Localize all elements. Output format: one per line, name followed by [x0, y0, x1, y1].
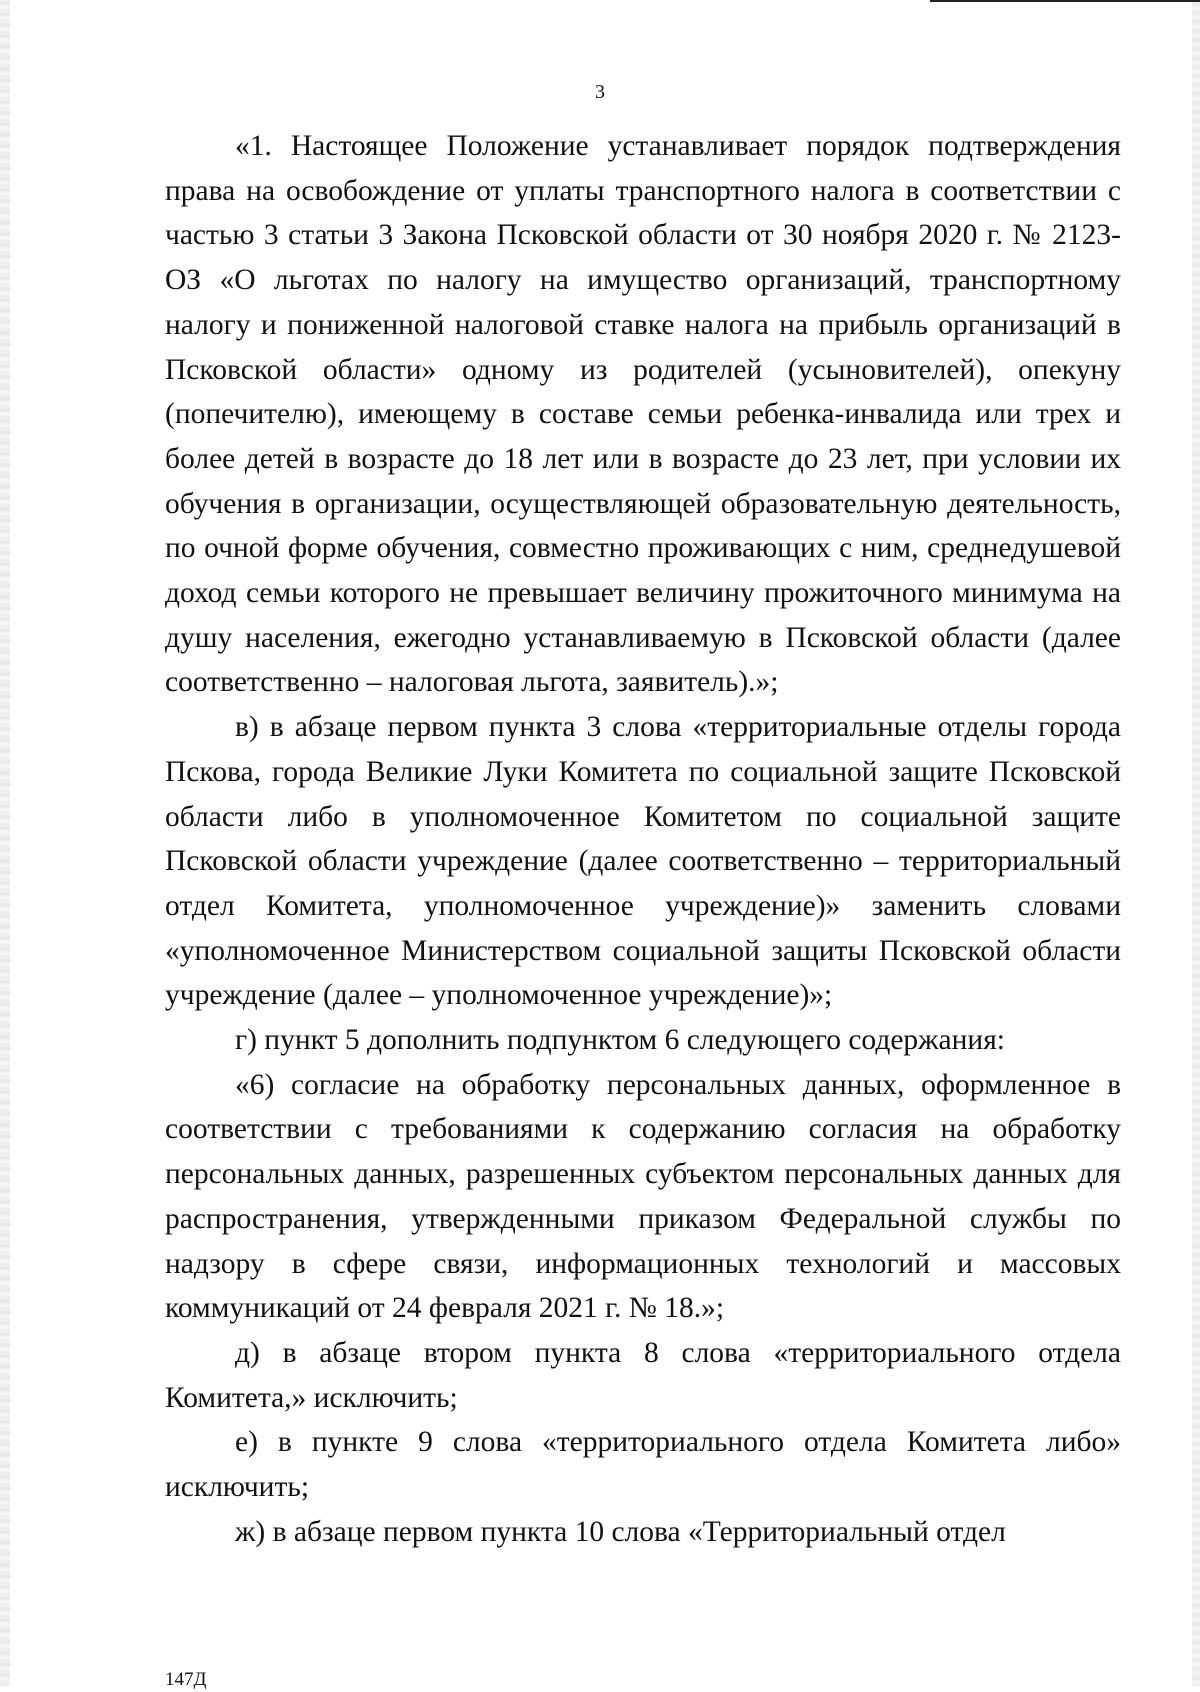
scan-right-edge [1192, 0, 1200, 1686]
footer-document-code: 147Д [165, 1669, 207, 1690]
page-number: 3 [595, 81, 605, 103]
paragraph-definition: «1. Настоящее Положение устанавливает порядок подтверждения права на освобождение от уплаты транспортного налога в соответствии с частью 3 статьи 3 Закона Псковской области от 30 ноября 2020 г. № 2123-ОЗ «О льготах по налогу на имущество организаций, транспортному налогу и пониженной налоговой ставке налога на прибыль организаций в Псковской области» одному из родителей (усыновителей), опекуну (попечителю), имеющему в составе семьи ребенка-инвалида или трех и более детей в возрасте до 18 лет или в возрасте до 23 лет, при условии их обучения в организации, осуществляющей образовательную деятельность, по очной форме обучения, совместно проживающих с ним, среднедушевой доход семьи которого не превышает величину прожиточного минимума на душу населения, ежегодно устанавливаемую в Псковской области (далее соответственно – налоговая льгота, заявитель).»; [165, 130, 1121, 699]
paragraph-item-zh: ж) в абзаце первом пункта 10 слова «Территориальный отдел [235, 1515, 1006, 1548]
paragraph-item-v: в) в абзаце первом пункта 3 слова «территориальные отделы города Пскова, города Великие Луки Комитета по социальной защите Псковской области либо в уполномоченное Комитетом по социальной защите Псковской области учреждение (далее соответственно – территориальный отдел Комитета, уполномоченное учреждение)» заменить словами «уполномоченное Министерством социальной защиты Псковской области учреждение (далее – уполномоченное учреждение)»; [165, 711, 1121, 1012]
document-body [165, 124, 1121, 1555]
paragraph-item-g: г) пункт 5 дополнить подпунктом 6 следующего содержания: [235, 1024, 1005, 1057]
paragraph-item-e: е) в пункте 9 слова «территориального отдела Комитета либо» исключить; [165, 1426, 1121, 1504]
paragraph-subitem-6: «6) согласие на обработку персональных данных, оформленное в соответствии с требованиями к содержанию согласия на обработку персональных данных, разрешенных субъектом персональных данных для распространения, утвержденными приказом Федеральной службы по надзору в сфере связи, информационных технологий и массовых коммуникаций от 24 февраля 2021 г. № 18.»; [165, 1068, 1121, 1325]
scan-left-edge [0, 0, 10, 1686]
top-rule-line [930, 0, 1200, 2]
paragraph-item-d: д) в абзаце втором пункта 8 слова «территориального отдела Комитета,» исключить; [165, 1336, 1121, 1414]
